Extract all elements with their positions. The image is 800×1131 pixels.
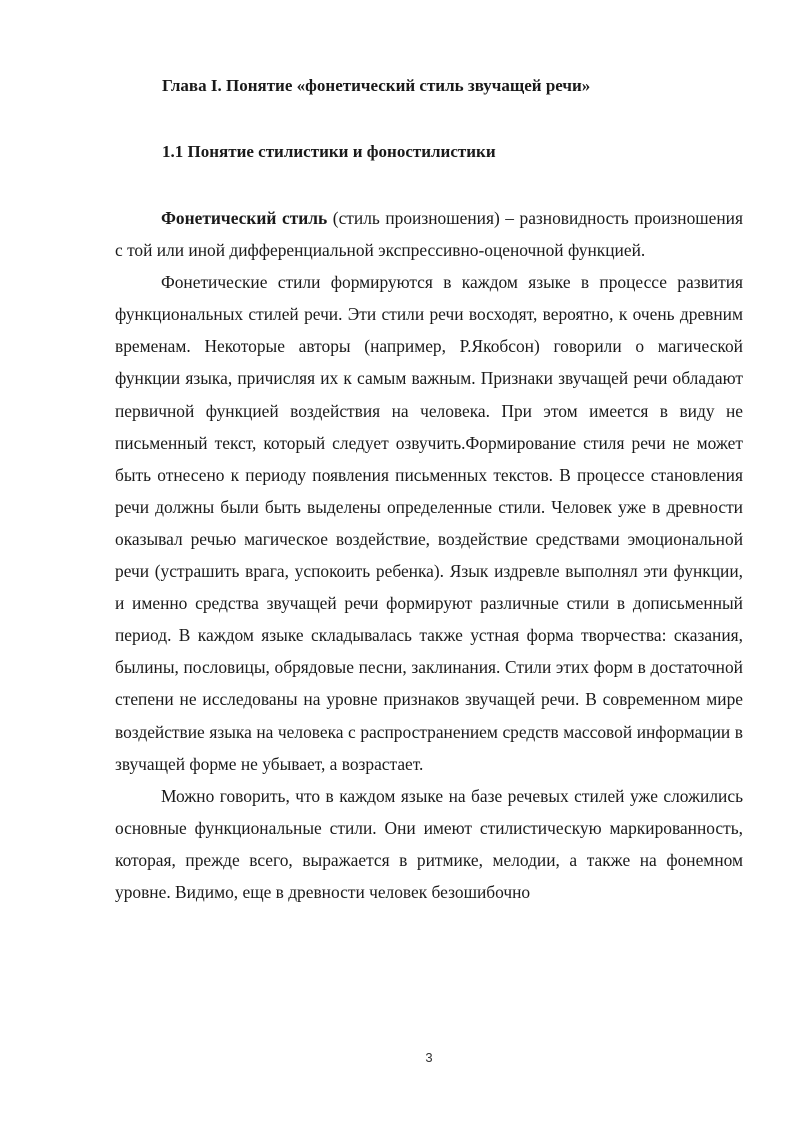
paragraph-2: Фонетические стили формируются в каждом языке в процессе развития функциональных стилей речи. Эти стили речи восходят, вероятно, к очень древним временам. Некоторые авторы (например, Р.Якобсон) говорили о магической функции языка, причисляя их к самым важным. Признаки звучащей речи обладают первичной функцией воздействия на человека. При этом имеется в виду не письменный текст, который следует озвучить.Формирование стиля речи не может быть отнесено к периоду появления письменных текстов. В процессе становления речи должны были быть выделены определенные стили. Человек уже в древности оказывал речью магическое воздействие, воздействие средствами эмоциональной речи (устрашить врага, успокоить ребенка). Язык издревле выполнял эти функции, и именно средства звучащей речи формируют различные стили в дописьменный период. В каждом языке складывалась также устная форма творчества: сказания, былины, пословицы, обрядовые песни, заклинания. Стили этих форм в достаточной степени не исследованы на уровне признаков звучащей речи. В современном мире воздействие языка на человека с распространением средств массовой информации в звучащей форме не убывает, а возрастает.: [115, 272, 743, 774]
defined-term: Фонетический стиль: [161, 208, 328, 228]
section-title: 1.1 Понятие стилистики и фоностилистики: [162, 142, 496, 161]
chapter-title: Глава I. Понятие «фонетический стиль звучащей речи»: [162, 76, 591, 95]
paragraph-1-text: (стиль произношения) – разновидность произношения с той или иной дифференциальной экспрессивно-оценочной функцией.: [115, 208, 743, 261]
paragraph-3: Можно говорить, что в каждом языке на базе речевых стилей уже сложились основные функциональные стили. Они имеют стилистическую маркированность, которая, прежде всего, выражается в ритмике, мелодии, а также на фонемном уровне. Видимо, еще в древности человек безошибочно: [115, 785, 743, 902]
page-number: 3: [425, 1050, 433, 1065]
paragraph-1: [115, 202, 743, 266]
body-text: [115, 202, 743, 908]
